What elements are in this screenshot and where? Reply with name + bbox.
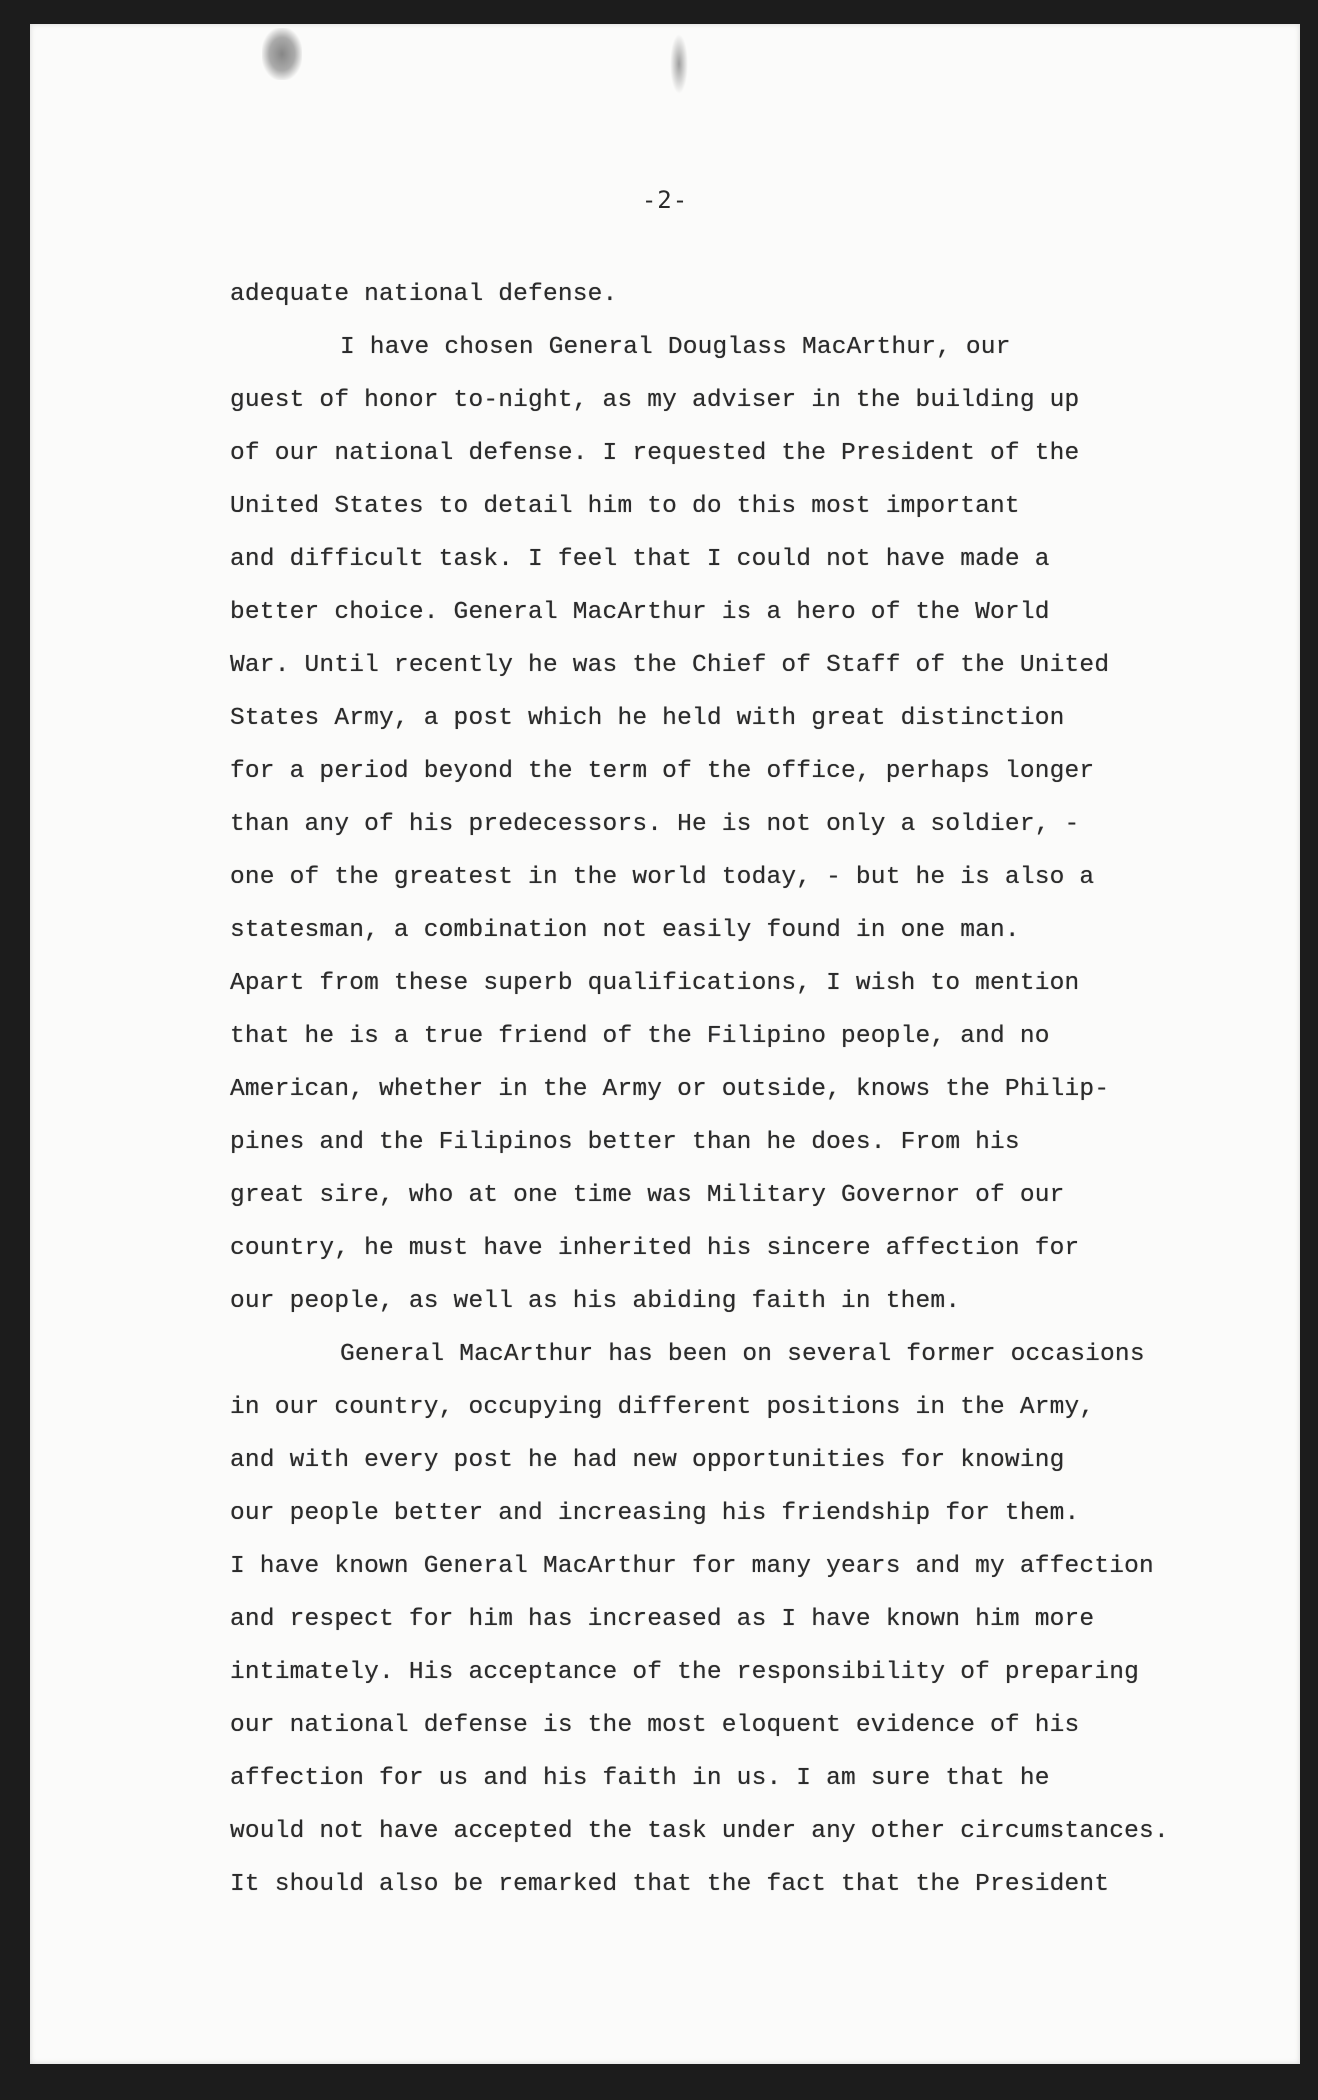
- body-text: [230, 268, 1270, 1911]
- text-line: than any of his predecessors. He is not only a soldier, -: [230, 811, 1080, 838]
- text-line: intimately. His acceptance of the responsibility of preparing: [230, 1659, 1140, 1686]
- text-line: American, whether in the Army or outside, knows the Philip-: [230, 1076, 1110, 1103]
- text-line: It should also be remarked that the fact that the President: [230, 1871, 1110, 1898]
- text-line: guest of honor to-night, as my adviser in the building up: [230, 387, 1080, 414]
- text-line: in our country, occupying different positions in the Army,: [230, 1394, 1095, 1421]
- text-line: and with every post he had new opportunities for knowing: [230, 1447, 1065, 1474]
- text-line: one of the greatest in the world today, - but he is also a: [230, 864, 1095, 891]
- text-line: country, he must have inherited his sincere affection for: [230, 1235, 1080, 1262]
- text-line: affection for us and his faith in us. I am sure that he: [230, 1765, 1050, 1792]
- text-line: General MacArthur has been on several former occasions: [340, 1341, 1145, 1368]
- text-line: I have known General MacArthur for many years and my affection: [230, 1553, 1154, 1580]
- text-line: our national defense is the most eloquent evidence of his: [230, 1712, 1080, 1739]
- text-line: better choice. General MacArthur is a hero of the World: [230, 599, 1050, 626]
- ink-smudge: [670, 34, 688, 94]
- text-line: I have chosen General Douglass MacArthur, our: [340, 334, 1011, 361]
- text-line: Apart from these superb qualifications, I wish to mention: [230, 970, 1080, 997]
- text-line: our people, as well as his abiding faith in them.: [230, 1288, 961, 1315]
- text-line: pines and the Filipinos better than he does. From his: [230, 1129, 1020, 1156]
- binding-mark: [262, 28, 302, 80]
- text-line: States Army, a post which he held with great distinction: [230, 705, 1065, 732]
- document-page: [30, 24, 1300, 2064]
- text-line: our people better and increasing his friendship for them.: [230, 1500, 1080, 1527]
- text-line: and respect for him has increased as I have known him more: [230, 1606, 1095, 1633]
- text-line: War. Until recently he was the Chief of Staff of the United: [230, 652, 1110, 679]
- text-line: United States to detail him to do this most important: [230, 493, 1020, 520]
- text-line: adequate national defense.: [230, 281, 618, 308]
- text-line: statesman, a combination not easily found in one man.: [230, 917, 1020, 944]
- text-line: and difficult task. I feel that I could not have made a: [230, 546, 1050, 573]
- text-line: of our national defense. I requested the President of the: [230, 440, 1080, 467]
- text-line: would not have accepted the task under any other circumstances.: [230, 1818, 1169, 1845]
- text-line: that he is a true friend of the Filipino people, and no: [230, 1023, 1050, 1050]
- page-number: -2-: [641, 186, 689, 214]
- text-line: great sire, who at one time was Military Governor of our: [230, 1182, 1065, 1209]
- text-line: for a period beyond the term of the office, perhaps longer: [230, 758, 1095, 785]
